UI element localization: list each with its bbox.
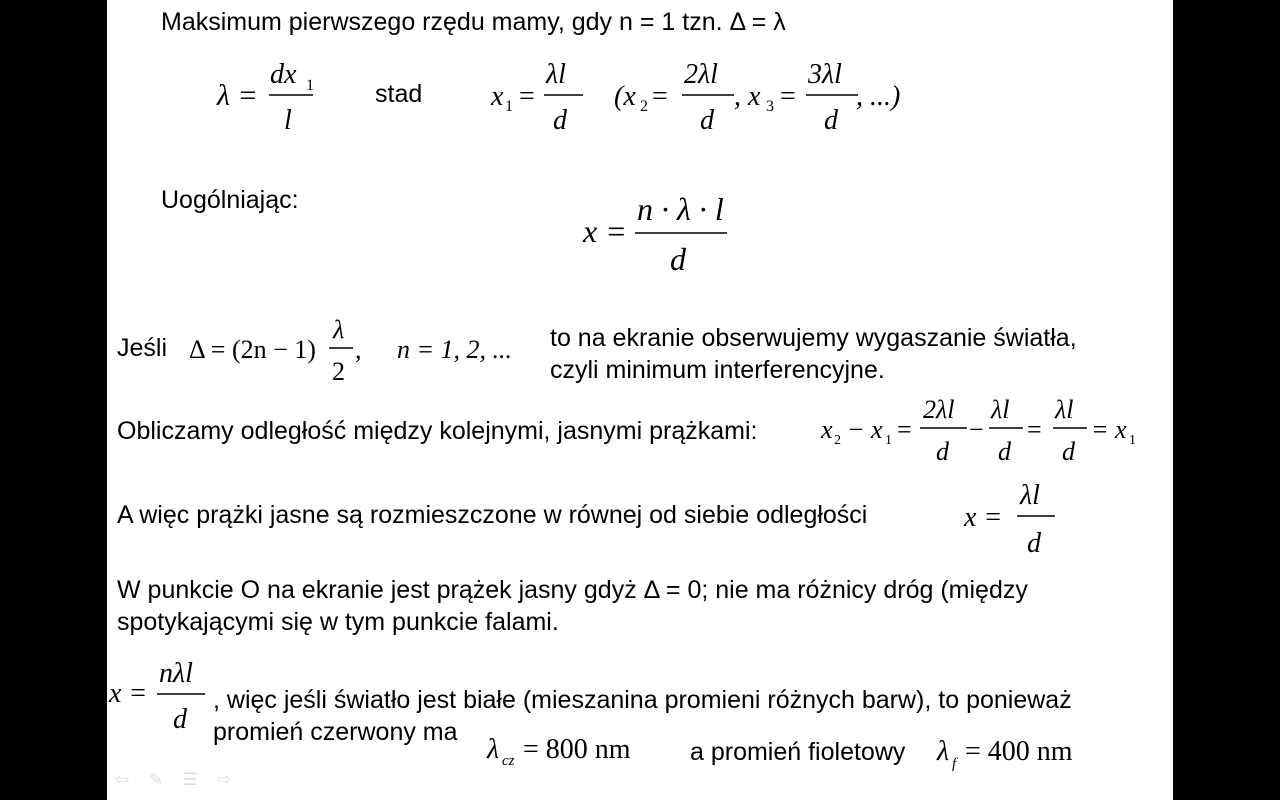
if-text: Jeśli xyxy=(117,334,168,362)
eq-numerator: λl xyxy=(1020,480,1040,511)
eq-lhs: x = xyxy=(583,213,627,249)
eq-sep: , x xyxy=(734,81,761,112)
eq-numerator: nλl xyxy=(159,658,193,689)
eq-den3: d xyxy=(824,105,838,136)
eq-denominator: d xyxy=(670,241,686,277)
white-light-equation xyxy=(107,656,211,736)
eq-lhs: λ = xyxy=(217,79,258,112)
eq-sign2: = xyxy=(652,81,668,112)
eq-sub3: 3 xyxy=(766,98,774,115)
eq-numerator: λ xyxy=(333,315,345,344)
spacing-equation xyxy=(962,478,1072,558)
slide xyxy=(107,0,1173,800)
eq-symbol: λ xyxy=(487,734,500,765)
maximum-first-order-text: Maksimum pierwszego rzędu mamy, gdy n = 1 tzn. Δ = λ xyxy=(161,8,786,36)
generalizing-text: Uogólniając: xyxy=(161,186,299,214)
difference-equation xyxy=(819,394,1139,466)
eq-sign: = xyxy=(519,81,535,112)
eq-minus-x1: − x xyxy=(847,415,883,444)
eq-n-range: n = 1, 2, ... xyxy=(397,335,513,364)
eq-x1-sub: 1 xyxy=(885,433,892,448)
eq-tail: , ...) xyxy=(856,81,901,112)
eq-f1-den: d xyxy=(936,437,949,466)
eq-lhs: x = xyxy=(109,678,148,709)
eq-lhs: x xyxy=(491,81,504,112)
menu-icon[interactable]: ☰ xyxy=(182,770,198,790)
point-o-text-line1: W punkcie O na ekranie jest prążek jasny gdyż Δ = 0; nie ma różnicy dróg (między xyxy=(117,576,1028,604)
eq-f3-num: λl xyxy=(1055,395,1074,424)
eq-tail-sub: 1 xyxy=(1129,433,1136,448)
arrow-left-icon[interactable]: ⇦ xyxy=(114,770,130,790)
eq-denominator: 2 xyxy=(332,357,345,386)
pen-icon[interactable]: ✎ xyxy=(148,770,164,790)
series-equation xyxy=(612,58,912,134)
eq-denominator: l xyxy=(284,105,292,136)
eq-sign1: = xyxy=(897,415,912,444)
eq-den2: d xyxy=(700,105,714,136)
eq-value: = 800 nm xyxy=(523,734,631,765)
white-light-text-line2: promień czerwony ma xyxy=(213,718,458,746)
x1-equation xyxy=(489,58,589,134)
eq-x2-sub: 2 xyxy=(834,433,841,448)
eq-numerator: λl xyxy=(546,59,566,90)
eq-denominator: d xyxy=(173,704,187,735)
eq-lhs-sub: 1 xyxy=(505,98,513,115)
eq-lhs: x = xyxy=(964,502,1003,533)
arrow-right-icon[interactable]: ⇨ xyxy=(216,770,232,790)
minimum-text-line2: czyli minimum interferencyjne. xyxy=(550,356,885,384)
red-wavelength-equation xyxy=(485,728,665,772)
lambda-definition-equation xyxy=(215,58,315,134)
point-o-text-line2: spotykającymi się w tym punkcie falami. xyxy=(117,608,559,636)
eq-denominator: d xyxy=(553,105,567,136)
eq-subscript: cz xyxy=(502,753,515,769)
spacing-text: A więc prążki jasne są rozmieszczone w równej od siebie odległości xyxy=(117,501,868,529)
minimum-text-line1: to na ekranie obserwujemy wygaszanie światła, xyxy=(550,324,1077,352)
violet-text: a promień fioletowy xyxy=(690,738,906,766)
eq-sub2: 2 xyxy=(640,98,648,115)
eq-num2: 2λl xyxy=(684,59,718,90)
eq-num3: 3λl xyxy=(808,59,842,90)
eq-lhs: Δ = (2n − 1) xyxy=(189,335,316,364)
eq-numerator: dx xyxy=(270,59,297,90)
eq-numerator-sub: 1 xyxy=(306,77,314,94)
eq-sign3: = xyxy=(780,81,796,112)
eq-minus: − xyxy=(969,415,984,444)
white-light-text-line1: , więc jeśli światło jest białe (mieszanina promieni różnych barw), to ponieważ xyxy=(213,686,1072,714)
eq-value: = 400 nm xyxy=(965,736,1073,767)
eq-symbol: λ xyxy=(937,736,950,767)
eq-f2-num: λl xyxy=(991,395,1010,424)
eq-numerator: n · λ · l xyxy=(637,191,724,227)
stad-text: stad xyxy=(375,80,423,108)
general-equation xyxy=(581,190,741,276)
eq-open: (x xyxy=(614,81,636,112)
eq-f1-num: 2λl xyxy=(923,395,955,424)
eq-comma: , xyxy=(355,335,362,364)
eq-f3-den: d xyxy=(1062,437,1075,466)
eq-denominator: d xyxy=(1027,528,1041,559)
eq-f2-den: d xyxy=(998,437,1011,466)
calculate-distance-text: Obliczamy odległość między kolejnymi, jasnymi prążkami: xyxy=(117,417,758,445)
eq-tail: = x xyxy=(1091,415,1127,444)
eq-sign2: = xyxy=(1027,415,1042,444)
violet-wavelength-equation xyxy=(935,730,1105,774)
eq-x2: x xyxy=(821,415,833,444)
eq-subscript: f xyxy=(952,756,957,772)
minimum-condition-equation xyxy=(187,314,527,386)
